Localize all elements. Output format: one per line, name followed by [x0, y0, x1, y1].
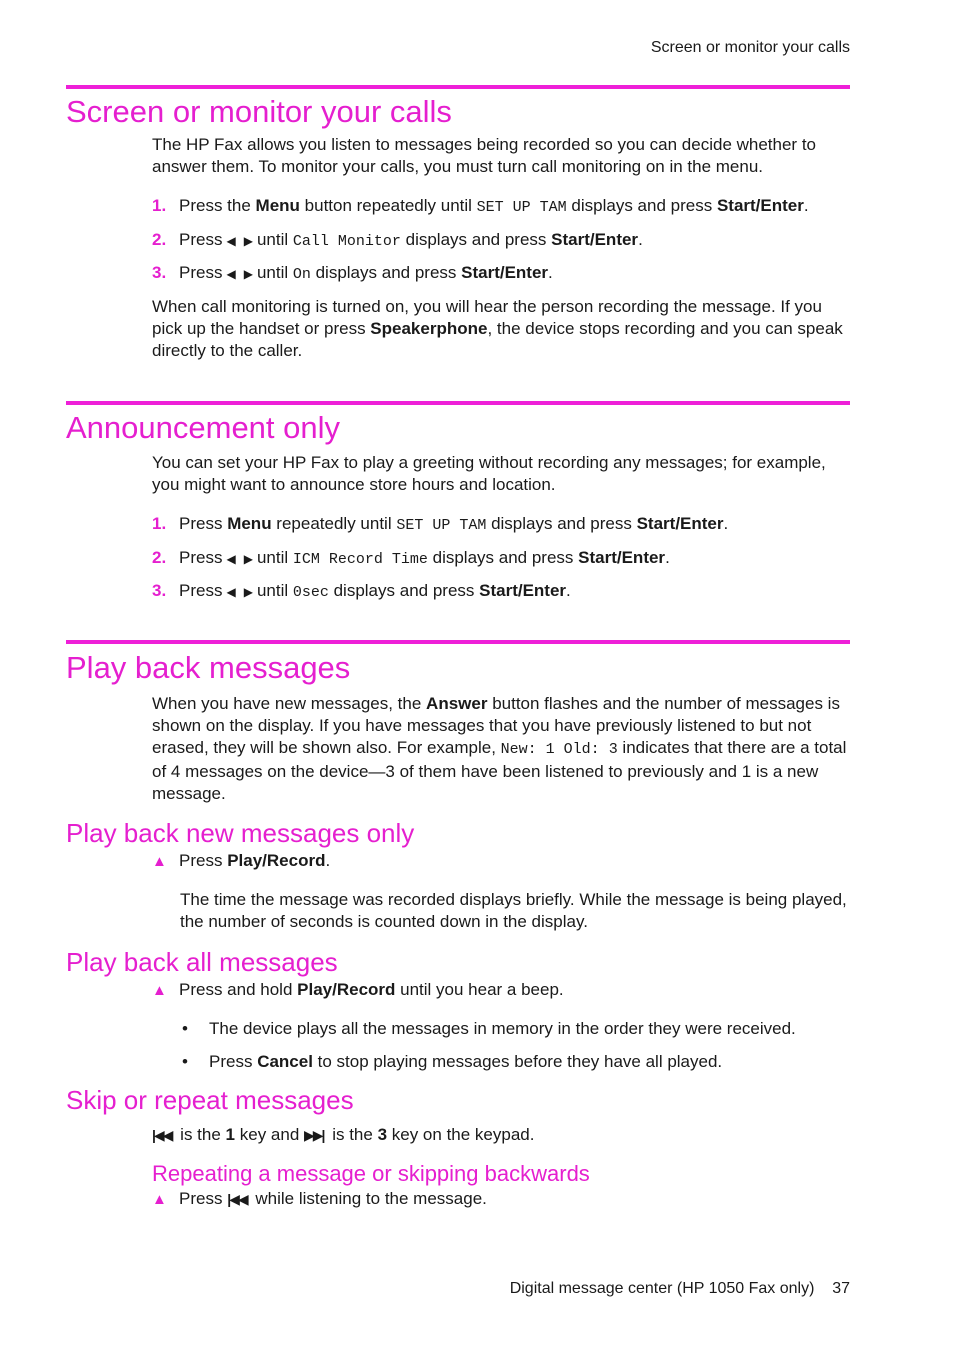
step-marker-icon: ▲ [152, 1191, 167, 1208]
cancel-label: Cancel [257, 1052, 313, 1071]
step-number: 2. [152, 230, 167, 249]
menu-button-label: Menu [255, 196, 300, 215]
new-only-step: ▲ Press Play/Record. [152, 850, 852, 873]
display-text: On [292, 266, 311, 283]
answer-button-label: Answer [426, 694, 488, 713]
all-step: ▲ Press and hold Play/Record until you hear a beep. [152, 979, 852, 1002]
step-marker-icon: ▲ [152, 982, 167, 999]
start-enter-label: Start/Enter [551, 230, 639, 249]
step-number: 1. [152, 196, 167, 215]
section-title-screen: Screen or monitor your calls [66, 94, 452, 129]
screen-outro: When call monitoring is turned on, you will hear the person recording the message. If you pick up the handset or press Speakerphone, the device stops recording and you can speak directly to the caller. [152, 297, 843, 360]
menu-button-label: Menu [227, 514, 272, 533]
list-item: • Press Cancel to stop playing messages before they have all played. [182, 1052, 723, 1071]
play-record-label: Play/Record [297, 980, 396, 999]
announce-step-2: 2. Press ◀ ▶ until ICM Record Time displays and press Start/Enter. [152, 548, 670, 568]
arrow-left-icon: ◀ [226, 267, 236, 281]
repeat-step: ▲ Press |◀◀ while listening to the message. [152, 1188, 852, 1211]
speakerphone-label: Speakerphone [370, 319, 488, 338]
step-number: 3. [152, 263, 167, 282]
section-title-announce: Announcement only [66, 410, 341, 445]
screen-step-1: 1. Press the Menu button repeatedly until SET UP TAM displays and press Start/Enter. [152, 196, 809, 216]
start-enter-label: Start/Enter [578, 548, 666, 567]
new-only-note: The time the message was recorded displays briefly. While the message is being played, the number of seconds is counted down in the display. [180, 890, 847, 931]
announce-step-3: 3. Press ◀ ▶ until 0sec displays and press Start/Enter. [152, 581, 571, 601]
running-head: Screen or monitor your calls [650, 39, 850, 56]
start-enter-label: Start/Enter [716, 196, 804, 215]
step-marker-icon: ▲ [152, 853, 167, 870]
key-3-label: 3 [377, 1125, 388, 1144]
playback-intro: When you have new messages, the Answer button flashes and the number of messages is shown on the display. If you have messages that you have previously listened to but not erased, they will be shown also. For example, New: 1 Old: 3 indicates that there are a total of 4 messages on the device—3 of them have been listened to previously and 1 is a new message. [152, 694, 847, 803]
subsection-title-new-only: Play back new messages only [66, 818, 415, 848]
announce-step-1: 1. Press Menu repeatedly until SET UP TAM displays and press Start/Enter. [152, 514, 729, 534]
start-enter-label: Start/Enter [461, 263, 549, 282]
start-enter-label: Start/Enter [636, 514, 724, 533]
bullet-icon: • [182, 1019, 188, 1038]
step-number: 3. [152, 581, 167, 600]
arrow-left-icon: ◀ [226, 234, 236, 248]
section-rule [66, 85, 850, 89]
display-text: SET UP TAM [476, 199, 567, 216]
screen-step-2: 2. Press ◀ ▶ until Call Monitor displays and press Start/Enter. [152, 230, 643, 250]
start-enter-label: Start/Enter [479, 581, 567, 600]
subsection-title-all: Play back all messages [66, 947, 338, 977]
arrow-right-icon: ▶ [243, 585, 253, 599]
step-number: 2. [152, 548, 167, 567]
section-title-playback: Play back messages [66, 650, 351, 685]
subsection-title-skip: Skip or repeat messages [66, 1085, 354, 1115]
announce-intro: You can set your HP Fax to play a greeting without recording any messages; for example, you might want to announce store hours and location. [152, 453, 826, 494]
step-number: 1. [152, 514, 167, 533]
display-text: New: 1 Old: 3 [500, 741, 618, 758]
display-text: SET UP TAM [396, 517, 487, 534]
arrow-right-icon: ▶ [243, 552, 253, 566]
arrow-right-icon: ▶ [243, 267, 253, 281]
section-rule [66, 401, 850, 405]
page-footer: Digital message center (HP 1050 Fax only) 37 [509, 1280, 850, 1297]
display-text: ICM Record Time [292, 551, 428, 568]
skip-keys-line: |◀◀ is the 1 key and ▶▶| is the 3 key on the keypad. [152, 1125, 535, 1144]
screen-intro: The HP Fax allows you listen to messages being recorded so you can decide whether to answer them. To monitor your calls, you must turn call monitoring on in the menu. [152, 135, 816, 176]
rewind-icon: |◀◀ [152, 1127, 172, 1143]
bullet-icon: • [182, 1052, 188, 1071]
arrow-left-icon: ◀ [226, 585, 236, 599]
screen-step-3: 3. Press ◀ ▶ until On displays and press Start/Enter. [152, 263, 553, 283]
display-text: Call Monitor [292, 233, 401, 250]
key-1-label: 1 [225, 1125, 236, 1144]
arrow-left-icon: ◀ [226, 552, 236, 566]
section-rule [66, 640, 850, 644]
fast-forward-icon: ▶▶| [304, 1127, 324, 1143]
arrow-right-icon: ▶ [243, 234, 253, 248]
display-text: 0sec [292, 584, 329, 601]
rewind-icon: |◀◀ [227, 1191, 247, 1207]
play-record-label: Play/Record [227, 851, 326, 870]
subsubsection-title-repeat: Repeating a message or skipping backwards [152, 1161, 590, 1186]
list-item: • The device plays all the messages in memory in the order they were received. [182, 1019, 796, 1038]
